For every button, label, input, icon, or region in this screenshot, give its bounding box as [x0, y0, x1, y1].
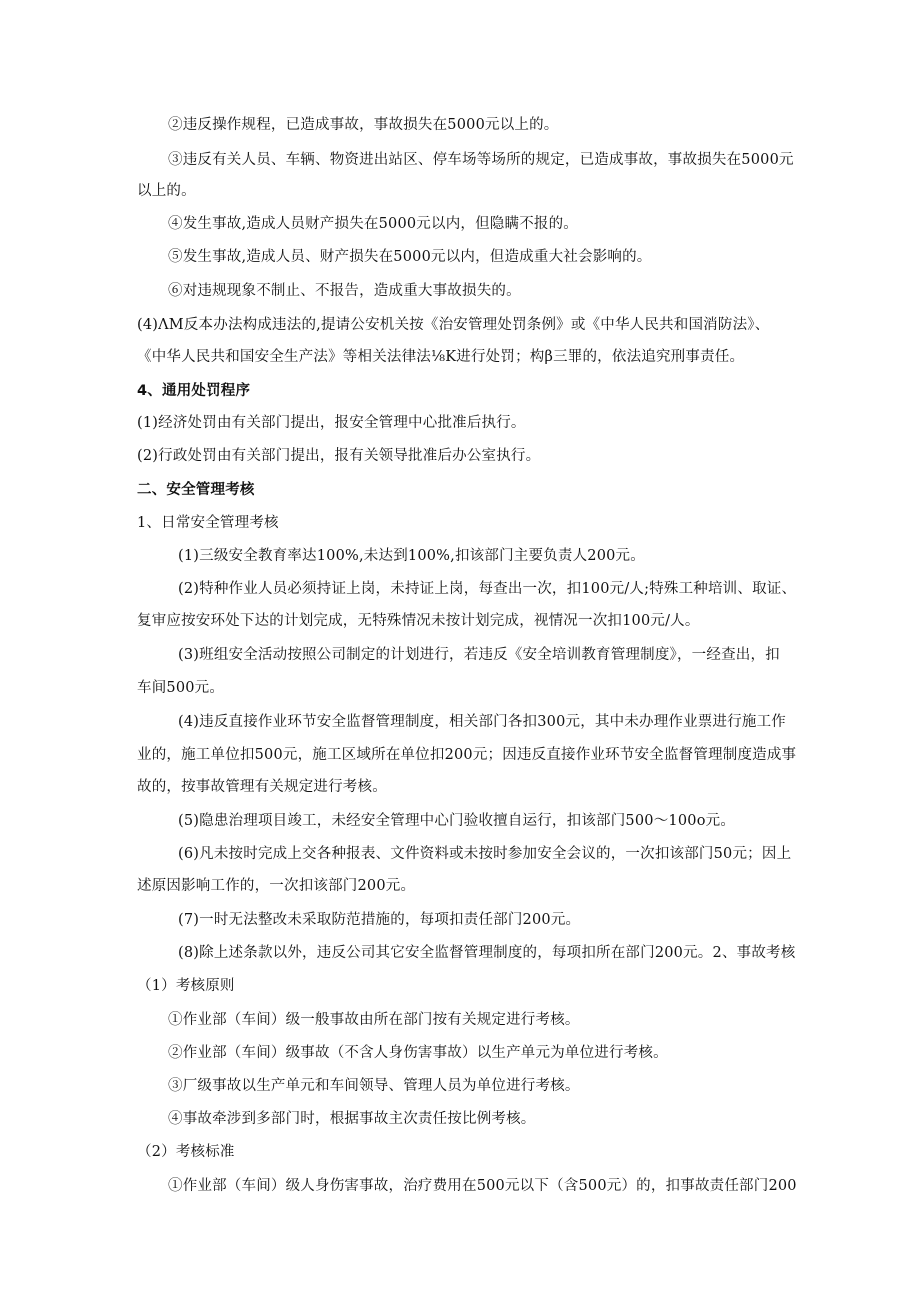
text-line: (4)违反直接作业环节安全监督管理制度，相关部门各扣300元，其中未办理作业票进行施工作: [178, 714, 787, 730]
text-line: (3)班组安全活动按照公司制定的计划进行，若违反《安全培训教育管理制度》，一经查出，扣: [178, 647, 780, 663]
text-line: (2)行政处罚由有关部门提出，报有关领导批准后办公室执行。: [137, 448, 541, 464]
subsection-heading: 1、日常安全管理考核: [137, 515, 279, 531]
text-line: ③违反有关人员、车辆、物资进出站区、停车场等场所的规定，已造成事故，事故损失在5000元: [168, 152, 794, 168]
text-line: (5)隐患治理项目竣工，未经安全管理中心门验收擅自运行，扣该部门500～100o元。: [178, 813, 736, 829]
text-line: ⑤发生事故,造成人员、财产损失在5000元以内，但造成重大社会影响的。: [168, 249, 652, 265]
text-line: ②作业部（车间）级事故（不含人身伤害事故）以生产单元为单位进行考核。: [168, 1045, 668, 1061]
text-line: 故的，按事故管理有关规定进行考核。: [137, 779, 387, 795]
text-line: 以上的。: [137, 183, 196, 199]
text-line: (8)除上述条款以外，违反公司其它安全监督管理制度的，每项扣所在部门200元。2、事故考核: [178, 945, 796, 961]
text-line: (1)经济处罚由有关部门提出，报安全管理中心批准后执行。: [137, 415, 526, 431]
subsection-heading: （1）考核原则: [137, 978, 235, 994]
text-line: ①作业部（车间）级人身伤害事故，治疗费用在500元以下（含500元）的，扣事故责任部门200: [168, 1178, 797, 1194]
text-line: ④事故牵涉到多部门时，根据事故主次责任按比例考核。: [168, 1111, 536, 1127]
text-line: ⑥对违规现象不制止、不报告，造成重大事故损失的。: [168, 283, 521, 299]
text-line: 车间500元。: [137, 680, 225, 696]
text-line: (1)三级安全教育率达100%,未达到100%,扣该部门主要负责人200元。: [178, 548, 645, 564]
text-line: (6)凡未按时完成上交各种报表、文件资料或未按时参加安全会议的，一次扣该部门50元；因上: [178, 846, 792, 862]
text-line: ③厂级事故以生产单元和车间领导、管理人员为单位进行考核。: [168, 1078, 580, 1094]
text-line: 业的，施工单位扣500元，施工区域所在单位扣200元；因违反直接作业环节安全监督管理制度造成事: [137, 747, 797, 763]
section-heading: 二、安全管理考核: [137, 482, 255, 498]
text-line: (4)ΛM反本办法构成违法的,提请公安机关按《治安管理处罚条例》或《中华人民共和国消防法》、: [137, 317, 770, 333]
text-line: (7)一时无法整改未采取防范措施的，每项扣责任部门200元。: [178, 912, 581, 928]
text-line: 《中华人民共和国安全生产法》等相关法律法⅛K进行处罚；构β三罪的，依法追究刑事责任。: [137, 349, 745, 365]
text-line: 复审应按安环处下达的计划完成，无特殊情况未按计划完成，视情况一次扣100元/人。: [137, 613, 700, 629]
text-line: (2)特种作业人员必须持证上岗，未持证上岗，每查出一次，扣100元/人;特殊工种培训、取证、: [178, 581, 797, 597]
text-line: ①作业部（车间）级一般事故由所在部门按有关规定进行考核。: [168, 1012, 580, 1028]
text-line: 述原因影响工作的，一次扣该部门200元。: [137, 878, 416, 894]
text-line: ④发生事故,造成人员财产损失在5000元以内，但隐瞒不报的。: [168, 216, 579, 232]
section-heading: 4、通用处罚程序: [137, 383, 251, 399]
subsection-heading: （2）考核标准: [137, 1144, 235, 1160]
text-line: ②违反操作规程，已造成事故，事故损失在5000元以上的。: [168, 117, 559, 133]
